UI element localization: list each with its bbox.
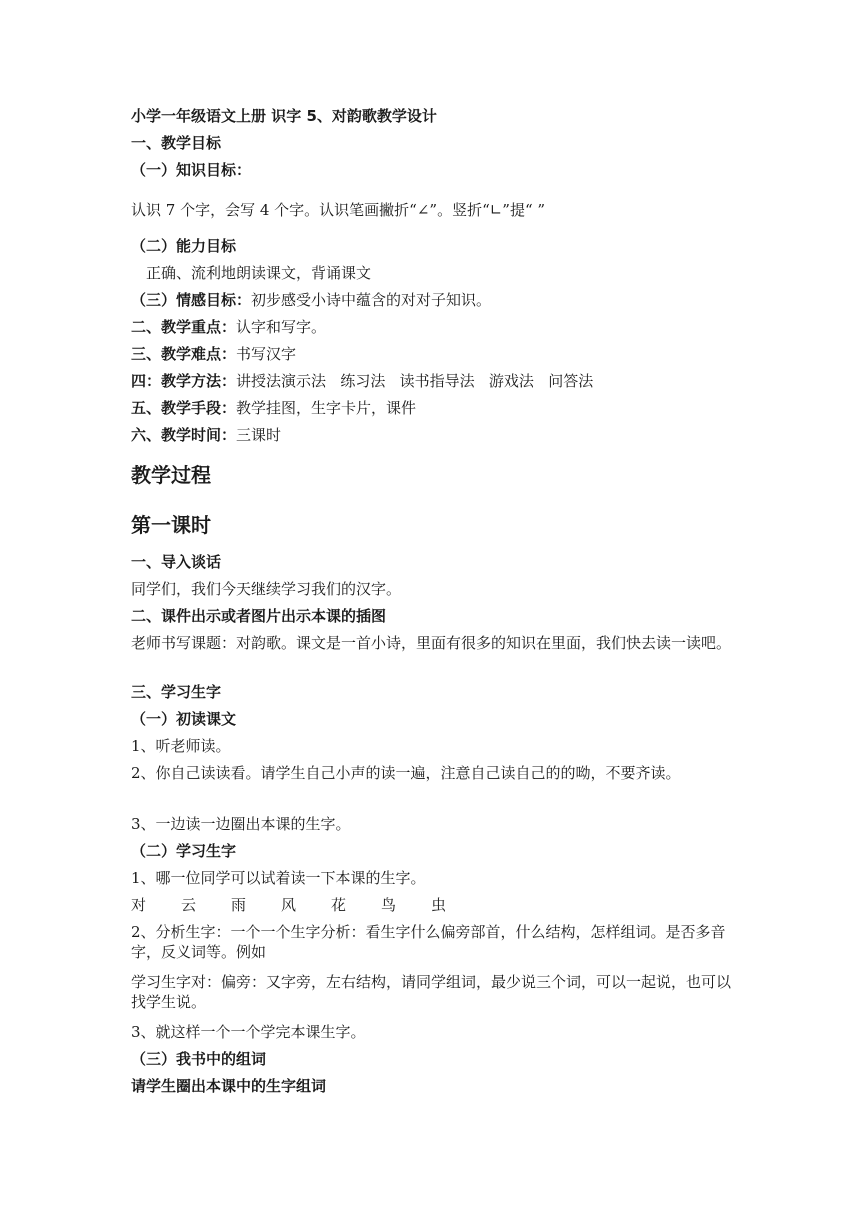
line-text: 认字和写字。 [236, 318, 327, 336]
labeled-line [131, 317, 731, 337]
subsection-heading: （二）学习生字 [131, 842, 237, 860]
subsection-heading: （二）能力目标 [131, 237, 237, 255]
line-text: 教学挂图，生字卡片，课件 [236, 399, 417, 417]
paragraph: 正确、流利地朗读课文，背诵课文 [146, 264, 372, 282]
line-label: 三、教学难点： [131, 345, 237, 363]
paragraph: 2、你自己读读看。请学生自己小声的读一遍，注意自己读自己的的呦，不要齐读。 [131, 764, 681, 782]
paragraph: 学习生字对：偏旁：又字旁，左右结构，请同学组词，最少说三个词，可以一起说，也可以找学生说。 [131, 973, 732, 1011]
char-item: 对 [131, 896, 147, 914]
line-label: 五、教学手段： [131, 399, 237, 417]
labeled-line [131, 371, 731, 391]
doc-title: 小学一年级语文上册 识字 5、对韵歌教学设计 [131, 107, 437, 125]
char-item: 雨 [231, 896, 247, 914]
labeled-line [131, 398, 731, 418]
paragraph: 3、就这样一个一个学完本课生字。 [131, 1023, 366, 1041]
paragraph: 认识 7 个字，会写 4 个字。认识笔画撇折“∠”。竖折“∟”提“ ” [131, 201, 546, 219]
paragraph: 老师书写课题：对韵歌。课文是一首小诗，里面有很多的知识在里面，我们快去读一读吧。 [131, 634, 732, 652]
line-label: 四：教学方法： [131, 372, 237, 390]
subsection-heading: （一）知识目标： [131, 161, 252, 179]
heading-process: 教学过程 [131, 463, 211, 487]
line-text: 书写汉字 [236, 345, 297, 363]
paragraph: 1、哪一位同学可以试着读一下本课的生字。 [131, 869, 426, 887]
labeled-line [131, 425, 731, 445]
section-heading: 一、教学目标 [131, 134, 222, 152]
line-text: 三课时 [236, 426, 282, 444]
line-label: （三）情感目标： [131, 291, 252, 309]
line-text: 讲授法演示法 练习法 读书指导法 游戏法 问答法 [236, 372, 594, 390]
heading-lesson: 第一课时 [131, 513, 211, 537]
subsection-heading: （三）我书中的组词 [131, 1050, 267, 1068]
subsection-heading: （一）初读课文 [131, 710, 237, 728]
paragraph: 1、听老师读。 [131, 737, 231, 755]
char-list [131, 895, 731, 915]
line-label: 六、教学时间： [131, 426, 237, 444]
paragraph-bold: 请学生圈出本课中的生字组词 [131, 1077, 327, 1095]
paragraph: 2、分析生字：一个一个生字分析：看生字什么偏旁部首，什么结构，怎样组词。是否多音字，反义词等。例如 [131, 923, 726, 961]
section-heading: 二、课件出示或者图片出示本课的插图 [131, 607, 387, 625]
line-text: 初步感受小诗中蕴含的对对子知识。 [251, 291, 492, 309]
char-item: 风 [281, 896, 297, 914]
line-label: 二、教学重点： [131, 318, 237, 336]
paragraph: 同学们，我们今天继续学习我们的汉字。 [131, 580, 402, 598]
char-item: 虫 [431, 896, 447, 914]
section-heading: 一、导入谈话 [131, 553, 222, 571]
labeled-line [131, 290, 731, 310]
char-item: 云 [181, 896, 197, 914]
paragraph: 3、一边读一边圈出本课的生字。 [131, 815, 351, 833]
labeled-line [131, 344, 731, 364]
section-heading: 三、学习生字 [131, 683, 222, 701]
char-item: 花 [331, 896, 347, 914]
char-item: 鸟 [381, 896, 397, 914]
